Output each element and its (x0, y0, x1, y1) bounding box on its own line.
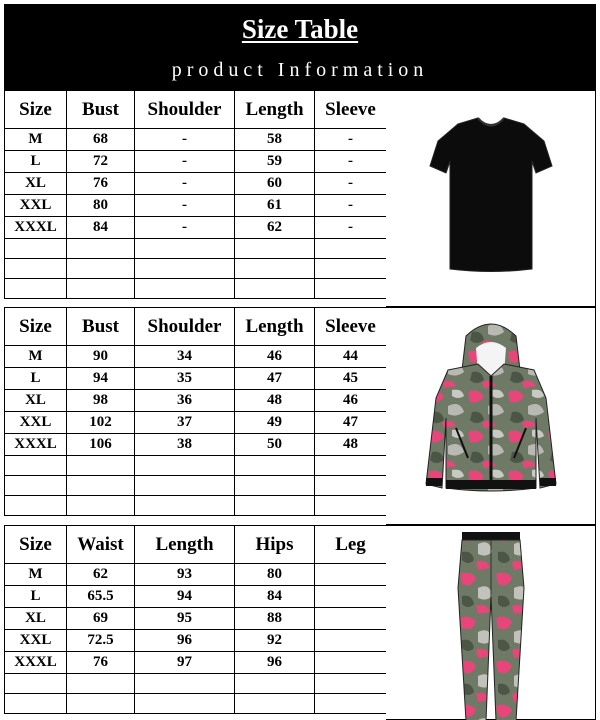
table-cell: XL (5, 608, 67, 630)
table-cell: - (315, 195, 387, 217)
blank-row (5, 259, 387, 279)
table-header-row (5, 526, 387, 564)
table-cell: 47 (235, 368, 315, 390)
table-cell: 95 (135, 608, 235, 630)
blank-row (5, 456, 387, 476)
table-cell: 48 (315, 434, 387, 456)
header-cell: Waist (67, 526, 135, 564)
table-cell: - (135, 217, 235, 239)
blank-row (5, 279, 387, 299)
table-cell: 80 (235, 564, 315, 586)
blank-row (5, 476, 387, 496)
table-cell: 48 (235, 390, 315, 412)
table-cell: 35 (135, 368, 235, 390)
table-cell: XXXL (5, 434, 67, 456)
header-banner (4, 4, 596, 90)
table-cell: 98 (67, 390, 135, 412)
hoodie-section (4, 307, 596, 525)
header-cell: Hips (235, 526, 315, 564)
table-cell: L (5, 151, 67, 173)
table-cell: XXL (5, 630, 67, 652)
table-header-row (5, 308, 387, 346)
table-cell: 49 (235, 412, 315, 434)
table-cell: - (135, 173, 235, 195)
table-cell: - (315, 217, 387, 239)
table-cell: 38 (135, 434, 235, 456)
table-cell: XXXL (5, 652, 67, 674)
table-cell: 93 (135, 564, 235, 586)
table-cell: 44 (315, 346, 387, 368)
table-row (5, 412, 387, 434)
table-row (5, 129, 387, 151)
header-cell: Leg (315, 526, 387, 564)
table-cell: M (5, 564, 67, 586)
table-cell: - (135, 151, 235, 173)
table-cell: XXXL (5, 217, 67, 239)
header-cell: Size (5, 308, 67, 346)
table-cell: 72 (67, 151, 135, 173)
page-subtitle: product Information (171, 59, 429, 81)
blank-row (5, 496, 387, 516)
table-row (5, 217, 387, 239)
table-cell (315, 652, 387, 674)
table-row (5, 390, 387, 412)
table-row (5, 368, 387, 390)
table-cell: 102 (67, 412, 135, 434)
table-cell: 47 (315, 412, 387, 434)
table-cell (315, 564, 387, 586)
table-cell: 88 (235, 608, 315, 630)
table-cell: 94 (67, 368, 135, 390)
table-row (5, 151, 387, 173)
header-cell: Bust (67, 308, 135, 346)
hoodie-size-table (4, 307, 387, 516)
black-tshirt-image (386, 91, 596, 308)
table-cell: 62 (235, 217, 315, 239)
table-cell: 59 (235, 151, 315, 173)
table-cell: 84 (67, 217, 135, 239)
header-cell: Bust (67, 91, 135, 129)
blank-row (5, 239, 387, 259)
table-cell: - (315, 151, 387, 173)
table-cell: M (5, 129, 67, 151)
header-cell: Shoulder (135, 91, 235, 129)
table-row (5, 608, 387, 630)
table-cell: 37 (135, 412, 235, 434)
header-cell: Length (135, 526, 235, 564)
table-cell: 34 (135, 346, 235, 368)
header-cell: Length (235, 308, 315, 346)
table-cell: 72.5 (67, 630, 135, 652)
table-cell: - (315, 173, 387, 195)
table-row (5, 195, 387, 217)
table-cell: 92 (235, 630, 315, 652)
blank-row (5, 674, 387, 694)
table-cell: 68 (67, 129, 135, 151)
table-row (5, 586, 387, 608)
table-cell: 46 (315, 390, 387, 412)
table-row (5, 564, 387, 586)
table-cell: XXL (5, 195, 67, 217)
table-cell: 61 (235, 195, 315, 217)
table-row (5, 173, 387, 195)
table-cell: 45 (315, 368, 387, 390)
table-cell: - (135, 195, 235, 217)
table-row (5, 630, 387, 652)
tshirt-size-table (4, 90, 387, 299)
camo-pants-image (386, 526, 596, 720)
header-cell: Sleeve (315, 308, 387, 346)
table-cell: 80 (67, 195, 135, 217)
camo-hoodie-image (386, 308, 596, 526)
table-row (5, 346, 387, 368)
table-cell: XL (5, 173, 67, 195)
table-cell (315, 586, 387, 608)
table-cell: 46 (235, 346, 315, 368)
table-cell: 76 (67, 652, 135, 674)
table-cell: 90 (67, 346, 135, 368)
table-header-row (5, 91, 387, 129)
table-cell: 97 (135, 652, 235, 674)
table-cell: - (135, 129, 235, 151)
tshirt-section (4, 90, 596, 307)
table-cell: L (5, 586, 67, 608)
table-cell: 50 (235, 434, 315, 456)
table-cell: 58 (235, 129, 315, 151)
table-cell: 96 (135, 630, 235, 652)
table-cell: 84 (235, 586, 315, 608)
pants-image-cell (386, 525, 596, 720)
table-cell: 60 (235, 173, 315, 195)
tshirt-image-cell (386, 90, 596, 307)
table-cell: 62 (67, 564, 135, 586)
blank-row (5, 694, 387, 714)
table-cell: - (315, 129, 387, 151)
table-cell: L (5, 368, 67, 390)
table-cell: 36 (135, 390, 235, 412)
table-cell: 106 (67, 434, 135, 456)
hoodie-image-cell (386, 307, 596, 525)
table-row (5, 434, 387, 456)
table-cell (315, 608, 387, 630)
pants-section (4, 525, 596, 720)
header-cell: Size (5, 91, 67, 129)
table-cell: XL (5, 390, 67, 412)
table-cell: 96 (235, 652, 315, 674)
table-cell: 76 (67, 173, 135, 195)
header-cell: Shoulder (135, 308, 235, 346)
pants-size-table (4, 525, 387, 714)
table-cell: XXL (5, 412, 67, 434)
table-cell: M (5, 346, 67, 368)
header-cell: Length (235, 91, 315, 129)
table-cell (315, 630, 387, 652)
table-cell: 94 (135, 586, 235, 608)
header-cell: Size (5, 526, 67, 564)
table-row (5, 652, 387, 674)
header-cell: Sleeve (315, 91, 387, 129)
table-cell: 65.5 (67, 586, 135, 608)
table-cell: 69 (67, 608, 135, 630)
page-title: Size Table (241, 14, 359, 44)
